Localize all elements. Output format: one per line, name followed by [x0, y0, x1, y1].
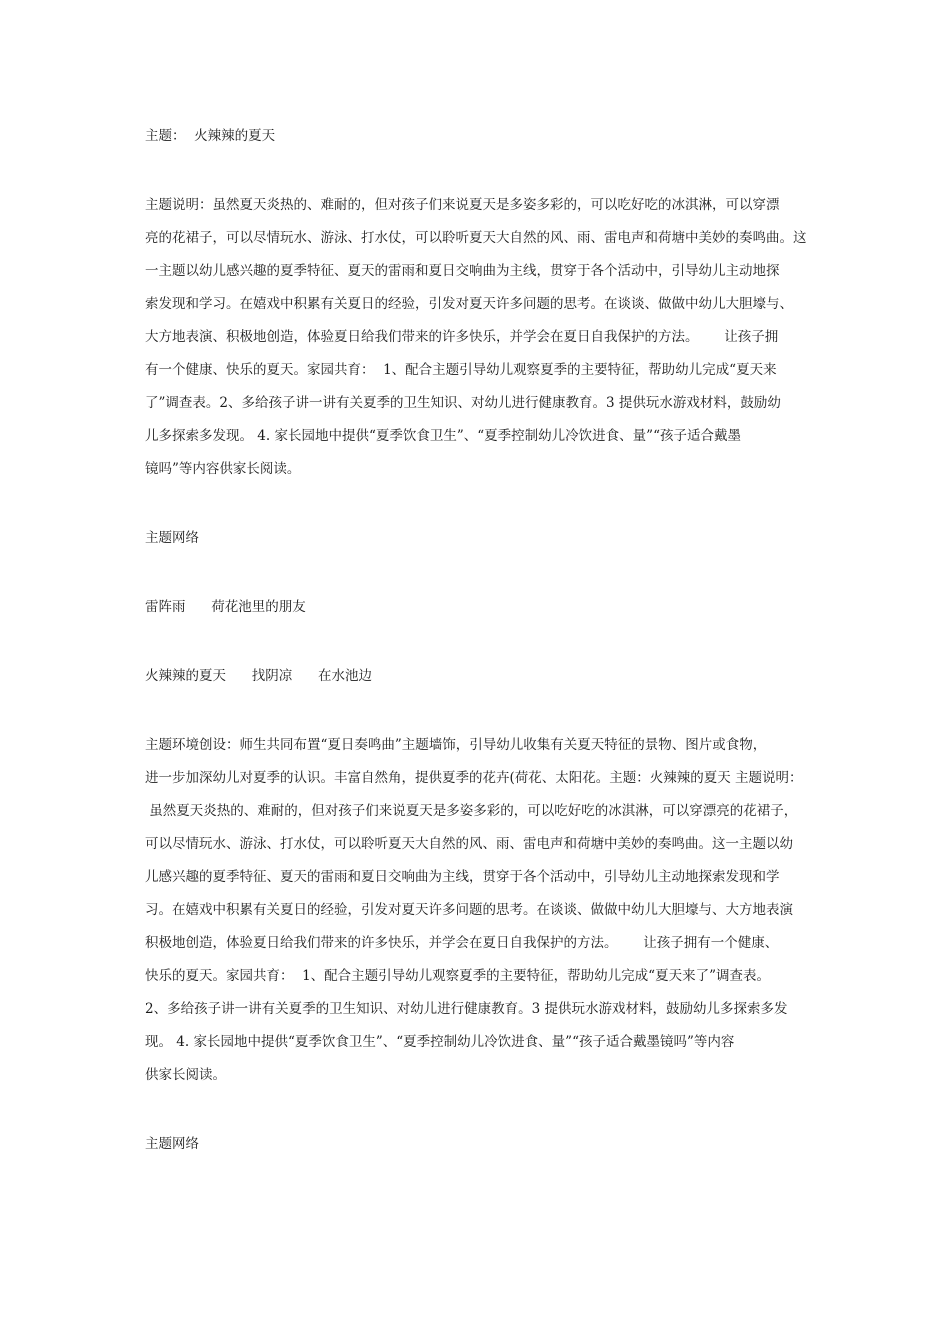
spacer — [145, 153, 810, 189]
spacer — [145, 555, 810, 591]
spacer — [145, 693, 810, 729]
paragraph-line: 2、多给孩子讲一讲有关夏季的卫生知识、对幼儿进行健康教育。3 提供玩水游戏材料，鼓励幼儿多探索多发 — [145, 1001, 788, 1017]
paragraph-line: 儿多探索多发现。 4. 家长园地中提供“夏季饮食卫生”、“夏季控制幼儿冷饮进食、量”“孩子适合戴墨 — [145, 428, 741, 444]
paragraph-line: 进一步加深幼儿对夏季的认识。丰富自然角，提供夏季的花卉(荷花、太阳花。主题：火辣辣的夏天 主题说明： — [145, 770, 803, 786]
paragraph-line: 积极地创造，体验夏日给我们带来的许多快乐，并学会在夏日自我保护的方法。 让孩子拥有一个健康、 — [145, 935, 779, 951]
spacer — [145, 486, 810, 522]
spacer — [145, 1092, 810, 1128]
paragraph-line: 快乐的夏天。家园共育： 1、配合主题引导幼儿观察夏季的主要特征，帮助幼儿完成“夏天来了”调查表。 — [145, 968, 770, 984]
theme-title: 主题： 火辣辣的夏天 — [145, 128, 276, 144]
paragraph-line: 了”调查表。2、多给孩子讲一讲有关夏季的卫生知识、对幼儿进行健康教育。3 提供玩水游戏材料，鼓励幼 — [145, 395, 781, 411]
environment-section — [145, 729, 810, 1092]
network-heading: 主题网络 — [145, 1136, 199, 1152]
network-row: 雷阵雨 荷花池里的朋友 — [145, 599, 306, 615]
document-page — [145, 120, 810, 1161]
paragraph-line: 索发现和学习。在嬉戏中积累有关夏日的经验，引发对夏天许多问题的思考。在谈谈、做做中幼儿大胆壕与、 — [145, 296, 793, 312]
paragraph-line: 亮的花裙子，可以尽情玩水、游泳、打水仗，可以聆听夏天大自然的风、雨、雷电声和荷塘中美妙的奏鸣曲。这 — [145, 230, 807, 246]
paragraph-line: 供家长阅读。 — [145, 1067, 226, 1083]
paragraph-line: 可以尽情玩水、游泳、打水仗，可以聆听夏天大自然的风、雨、雷电声和荷塘中美妙的奏鸣曲。这一主题以幼 — [145, 836, 793, 852]
network-heading: 主题网络 — [145, 530, 199, 546]
paragraph-line: 有一个健康、快乐的夏天。家园共育： 1、配合主题引导幼儿观察夏季的主要特征，帮助幼儿完成“夏天来 — [145, 362, 777, 378]
paragraph-line: 习。在嬉戏中积累有关夏日的经验，引发对夏天许多问题的思考。在谈谈、做做中幼儿大胆壕与、大方地表演 — [145, 902, 793, 918]
paragraph-line: 一主题以幼儿感兴趣的夏季特征、夏天的雷雨和夏日交响曲为主线，贯穿于各个活动中，引导幼儿主动地探 — [145, 263, 780, 279]
paragraph-line: 主题说明：虽然夏天炎热的、难耐的，但对孩子们来说夏天是多姿多彩的，可以吃好吃的冰淇淋，可以穿漂 — [145, 197, 780, 213]
paragraph-line: 主题环境创设：师生共同布置“夏日奏鸣曲”主题墙饰，引导幼儿收集有关夏天特征的景物、图片或食物， — [145, 737, 767, 753]
paragraph-line: 虽然夏天炎热的、难耐的，但对孩子们来说夏天是多姿多彩的，可以吃好吃的冰淇淋，可以穿漂亮的花裙子， — [145, 803, 798, 819]
paragraph-line: 现。 4. 家长园地中提供“夏季饮食卫生”、“夏季控制幼儿冷饮进食、量”“孩子适合戴墨镜吗”等内容 — [145, 1034, 735, 1050]
paragraph-line: 儿感兴趣的夏季特征、夏天的雷雨和夏日交响曲为主线，贯穿于各个活动中，引导幼儿主动地探索发现和学 — [145, 869, 780, 885]
network-row: 火辣辣的夏天 找阴凉 在水池边 — [145, 668, 372, 684]
spacer — [145, 624, 810, 660]
theme-description — [145, 189, 810, 486]
paragraph-line: 大方地表演、积极地创造，体验夏日给我们带来的许多快乐，并学会在夏日自我保护的方法。 让孩子拥 — [145, 329, 779, 345]
paragraph-line: 镜吗”等内容供家长阅读。 — [145, 461, 301, 477]
